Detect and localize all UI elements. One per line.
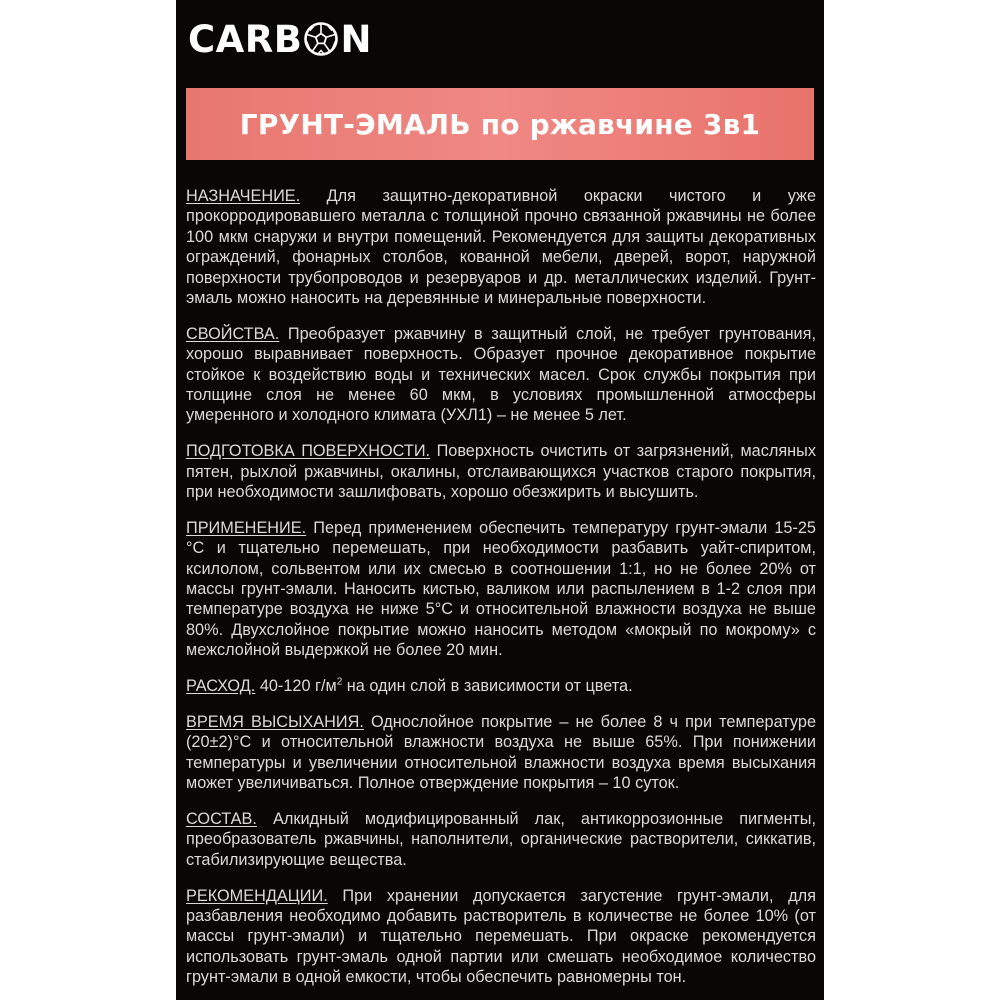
section-properties [186,324,816,426]
section-application [186,518,816,661]
product-title: ГРУНТ-ЭМАЛЬ по ржавчине 3в1 [239,107,761,141]
section-heading: СВОЙСТВА. [186,324,280,343]
section-heading: РЕКОМЕНДАЦИИ. [186,886,328,905]
section-heading: ВРЕМЯ ВЫСЫХАНИЯ. [186,712,364,731]
section-purpose [186,186,816,308]
section-heading: НАЗНАЧЕНИЕ. [186,187,301,205]
section-recommendations [186,886,816,988]
section-text: Однослойное покрытие – не более 8 ч при температуре (20±2)°С и относительной влажности воздуха не выше 65%. При понижении температуры и увеличении относительной влажности воздуха время высыхания может увеличиваться. Полное отверждение покрытия – 10 суток. [186,712,816,793]
section-composition [186,809,816,870]
section-drying-time [186,712,816,794]
section-text: Алкидный модифицированный лак, антикоррозионные пигменты, преобразователь ржавчины, наполнители, органические растворители, сиккатив, стабилизирующие вещества. [186,809,816,869]
section-heading: ПОДГОТОВКА ПОВЕРХНОСТИ. [186,442,431,461]
section-text: Перед применением обеспечить температуру грунт-эмали 15-25 °С и тщательно перемешать, при необходимости разбавить уайт-спиритом, ксилолом, сольвентом или их смесью в соотношении 1:1, но не более 20% от массы грунт-эмали. Наносить кистью, валиком или распылением в 1-2 слоя при температуре воздуха не ниже 5°С и относительной влажности воздуха не выше 80%. Двухслойное покрытие можно наносить методом «мокрый по мокрому» с межслойной выдержкой не более 20 мин. [186,518,816,660]
brand-logo [188,19,372,59]
section-text: Преобразует ржавчину в защитный слой, не требует грунтования, хорошо выравнивает поверхность. Образует прочное декоративное покрытие стойкое к воздействию воды и технических масел. Срок службы покрытия при толщине слоя не менее 60 мкм, в условиях промышленной атмосферы умеренного и холодного климата (УХЛ1) – не менее 5 лет. [186,324,816,425]
section-heading: РАСХОД. [186,677,256,696]
section-heading: СОСТАВ. [186,809,257,828]
description-content [186,186,816,1000]
section-text-after: на один слой в зависимости от цвета. [342,677,633,696]
section-text: Поверхность очистить от загрязнений, масляных пятен, рыхлой ржавчины, окалины, отслаивающихся участков старого покрытия, при необходимости зашлифовать, хорошо обезжирить и высушить. [186,442,816,502]
title-banner [186,88,814,160]
product-label-panel [176,0,824,1000]
section-text: 40-120 г/м [255,677,337,696]
section-consumption [186,676,816,696]
logo-text-left: CARB [188,17,303,61]
soccer-ball-icon [304,22,338,56]
section-heading: ПРИМЕНЕНИЕ. [186,518,307,537]
section-surface-preparation [186,441,816,502]
section-text: При хранении допускается загустение грунт-эмали, для разбавления необходимо добавить растворитель в количестве не более 10% (от массы грунт-эмали) и тщательно перемешать. При окраске рекомендуется использовать грунт-эмаль одной партии или смешать необходимое количество грунт-эмали в одной емкости, чтобы обеспечить равномерны тон. [186,886,816,987]
section-text: Для защитно-декоративной окраски чистого и уже прокорродировавшего металла с толщиной прочно связанной ржавчины не более 100 мкм снаружи и внутри помещений. Рекомендуется для защиты декоративных ограждений, фонарных столбов, кованной мебели, дверей, ворот, наружной поверхности трубопроводов и резервуаров и др. металлических изделий. Грунт-эмаль можно наносить на деревянные и минеральные поверхности. [186,187,816,308]
logo-text-right: N [340,17,372,61]
superscript: 2 [336,676,343,688]
